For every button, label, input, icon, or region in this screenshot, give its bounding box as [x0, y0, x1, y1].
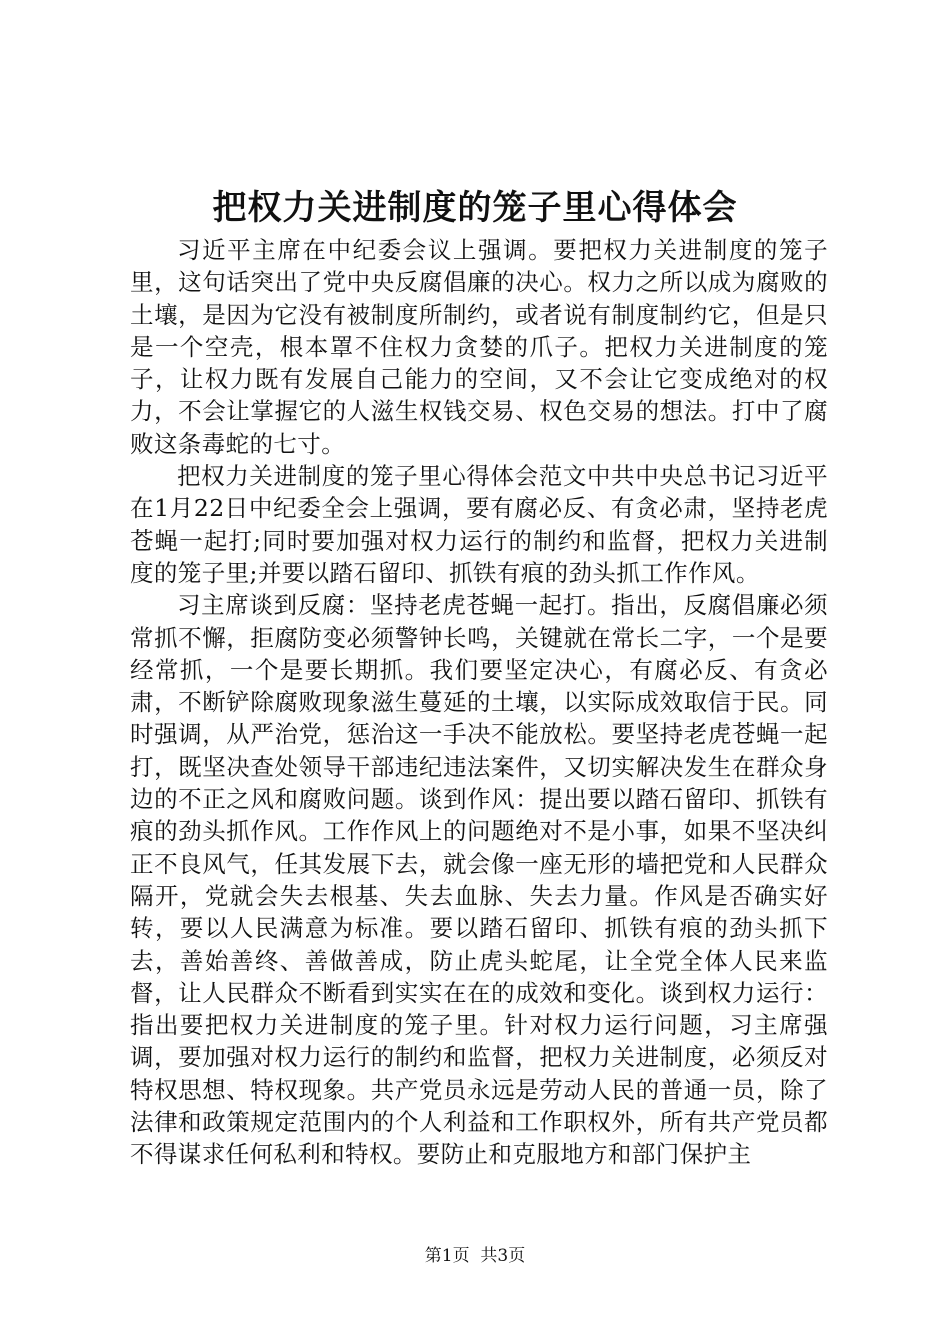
paragraph-3: 习主席谈到反腐：坚持老虎苍蝇一起打。指出，反腐倡廉必须常抓不懈，拒腐防变必须警钟长鸣，关键就在常长二字，一个是要经常抓，一个是要长期抓。我们要坚定决心，有腐必反、有贪必肃，不断铲除腐败现象滋生蔓延的土壤，以实际成效取信于民。同时强调，从严治党，惩治这一手决不能放松。要坚持老虎苍蝇一起打，既坚决查处领导干部违纪违法案件，又切实解决发生在群众身边的不正之风和腐败问题。谈到作风：提出要以踏石留印、抓铁有痕的劲头抓作风。工作作风上的问题绝对不是小事，如果不坚决纠正不良风气，任其发展下去，就会像一座无形的墙把党和人民群众隔开，党就会失去根基、失去血脉、失去力量。作风是否确实好转，要以人民满意为标准。要以踏石留印、抓铁有痕的劲头抓下去，善始善终、善做善成，防止虎头蛇尾，让全党全体人民来监督，让人民群众不断看到实实在在的成效和变化。谈到权力运行：指出要把权力关进制度的笼子里。针对权力运行问题，习主席强调，要加强对权力运行的制约和监督，把权力关进制度，必须反对特权思想、特权现象。共产党员永远是劳动人民的普通一员，除了法律和政策规定范围内的个人利益和工作职权外，所有共产党员都不得谋求任何私利和特权。要防止和克服地方和部门保护主	[130, 591, 828, 1169]
document-body	[130, 234, 828, 1171]
page-total: 共3页	[480, 1246, 526, 1266]
paragraph-2: 把权力关进制度的笼子里心得体会范文中共中央总书记习近平在1月22日中纪委全会上强调，要有腐必反、有贪必肃，坚持老虎苍蝇一起打;同时要加强对权力运行的制约和监督，把权力关进制度的笼子里;并要以踏石留印、抓铁有痕的劲头抓工作作风。	[130, 462, 828, 587]
paragraph-1: 习近平主席在中纪委会议上强调。要把权力关进制度的笼子里，这句话突出了党中央反腐倡廉的决心。权力之所以成为腐败的土壤，是因为它没有被制度所制约，或者说有制度制约它，但是只是一个空壳，根本罩不住权力贪婪的爪子。把权力关进制度的笼子，让权力既有发展自己能力的空间，又不会让它变成绝对的权力，不会让掌握它的人滋生权钱交易、权色交易的想法。打中了腐败这条毒蛇的七寸。	[130, 236, 828, 458]
page-number: 第1页	[424, 1246, 470, 1266]
page-footer	[0, 1244, 950, 1268]
document-title: 把权力关进制度的笼子里心得体会	[212, 188, 738, 228]
